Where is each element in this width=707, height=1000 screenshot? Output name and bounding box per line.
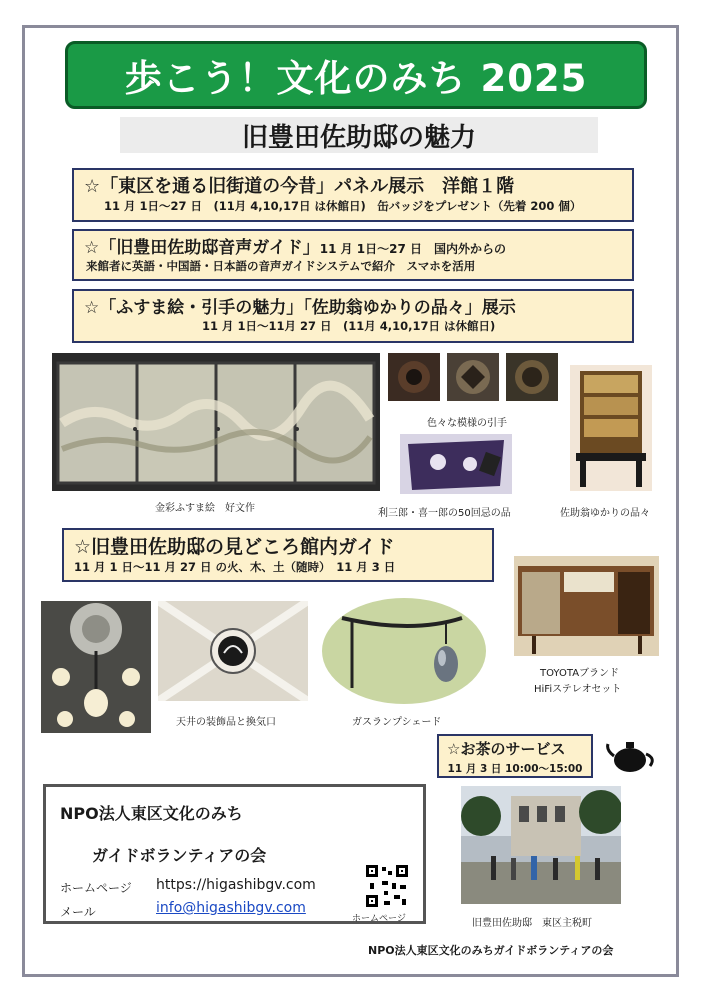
notice-details: 11 月 1日～11月 27 日 (11月 4,10,17日 は休館日) <box>202 319 496 333</box>
page-title: 歩こう！文化のみち 2025 <box>65 41 647 109</box>
sasuke-items-photo <box>570 365 652 491</box>
house-image <box>461 786 621 904</box>
notice-tea-service <box>437 734 593 778</box>
ceiling-photo <box>158 601 308 701</box>
caption-memorial-items: 利三郎・喜一郎の50回忌の品 <box>378 508 511 519</box>
homepage-url-link[interactable]: https://higashibgv.com <box>156 877 316 893</box>
hikite-image <box>388 353 440 401</box>
caption-fusuma: 金彩ふすま絵 好文作 <box>155 503 255 514</box>
qr-code-icon[interactable] <box>364 863 410 909</box>
memorial-image <box>400 434 512 494</box>
notice-audio-guide <box>72 229 634 281</box>
caption-sasuke-items: 佐助翁ゆかりの品々 <box>560 508 650 519</box>
fusuma-image <box>52 353 380 491</box>
mail-label: メール <box>60 905 96 919</box>
caption-gaslamp: ガスランプシェード <box>352 717 442 728</box>
hikite-image <box>447 353 499 401</box>
gaslamp-photo <box>322 598 487 704</box>
footer-org: NPO法人東区文化のみちガイドボランティアの会 <box>368 944 614 957</box>
org-name: NPO法人東区文化のみち <box>60 804 243 823</box>
chandelier-image <box>41 601 151 733</box>
caption-ceiling: 天井の装飾品と換気口 <box>176 717 276 728</box>
memorial-items-photo <box>400 434 512 494</box>
hikite-photo-2 <box>447 353 499 401</box>
stereo-image <box>514 556 659 656</box>
notice-details: 11 月 3 日 10:00～15:00 <box>447 763 583 775</box>
notice-heading-main: ☆「旧豊田佐助邸音声ガイド」 <box>84 238 320 258</box>
notice-heading: ☆お茶のサービス <box>447 740 566 758</box>
hikite-photo-3 <box>506 353 558 401</box>
fusuma-photo <box>52 353 380 491</box>
chandelier-photo <box>41 601 151 733</box>
notice-guided-tour <box>62 528 494 582</box>
cabinet-image <box>570 365 652 491</box>
hikite-image <box>506 353 558 401</box>
notice-heading: ☆旧豊田佐助邸の見どころ館内ガイド <box>74 536 395 558</box>
qr-caption: ホームページ <box>352 914 406 924</box>
stereo-photo <box>514 556 659 656</box>
email-link[interactable]: info@higashibgv.com <box>156 900 306 916</box>
notice-heading: ☆「東区を通る旧街道の今昔」パネル展示 洋館１階 <box>84 176 515 197</box>
gaslamp-image <box>322 598 487 704</box>
caption-hikite: 色々な模様の引手 <box>427 418 507 429</box>
organization-info-box <box>43 784 426 924</box>
notice-heading <box>84 233 622 258</box>
hikite-photo-1 <box>388 353 440 401</box>
notice-heading: ☆「ふすま絵・引手の魅力」「佐助翁ゆかりの品々」展示 <box>84 298 516 318</box>
teapot-icon <box>606 734 656 774</box>
homepage-label: ホームページ <box>60 881 132 895</box>
notice-details: 11 月 1日～27 日 (11月 4,10,17日 は休館日) 缶バッジをプレゼント（先着 200 個） <box>104 199 582 213</box>
page-subtitle: 旧豊田佐助邸の魅力 <box>120 117 598 153</box>
notice-panel-exhibit <box>72 168 634 222</box>
ceiling-image <box>158 601 308 701</box>
notice-details: 11 月 1 日～11 月 27 日 の火、木、土（随時） 11 月 3 日 <box>74 560 396 574</box>
notice-fusuma-exhibit <box>72 289 634 343</box>
notice-details: 来館者に英語・中国語・日本語の音声ガイドシステムで紹介 スマホを活用 <box>86 259 476 273</box>
org-group-name: ガイドボランティアの会 <box>92 846 267 865</box>
caption-stereo-2: HiFiステレオセット <box>534 684 622 695</box>
caption-stereo-1: TOYOTAブランド <box>540 668 620 679</box>
caption-house: 旧豊田佐助邸 東区主税町 <box>472 918 592 929</box>
house-photo <box>461 786 621 904</box>
notice-heading-dates: 11 月 1日～27 日 国内外からの <box>319 242 507 256</box>
